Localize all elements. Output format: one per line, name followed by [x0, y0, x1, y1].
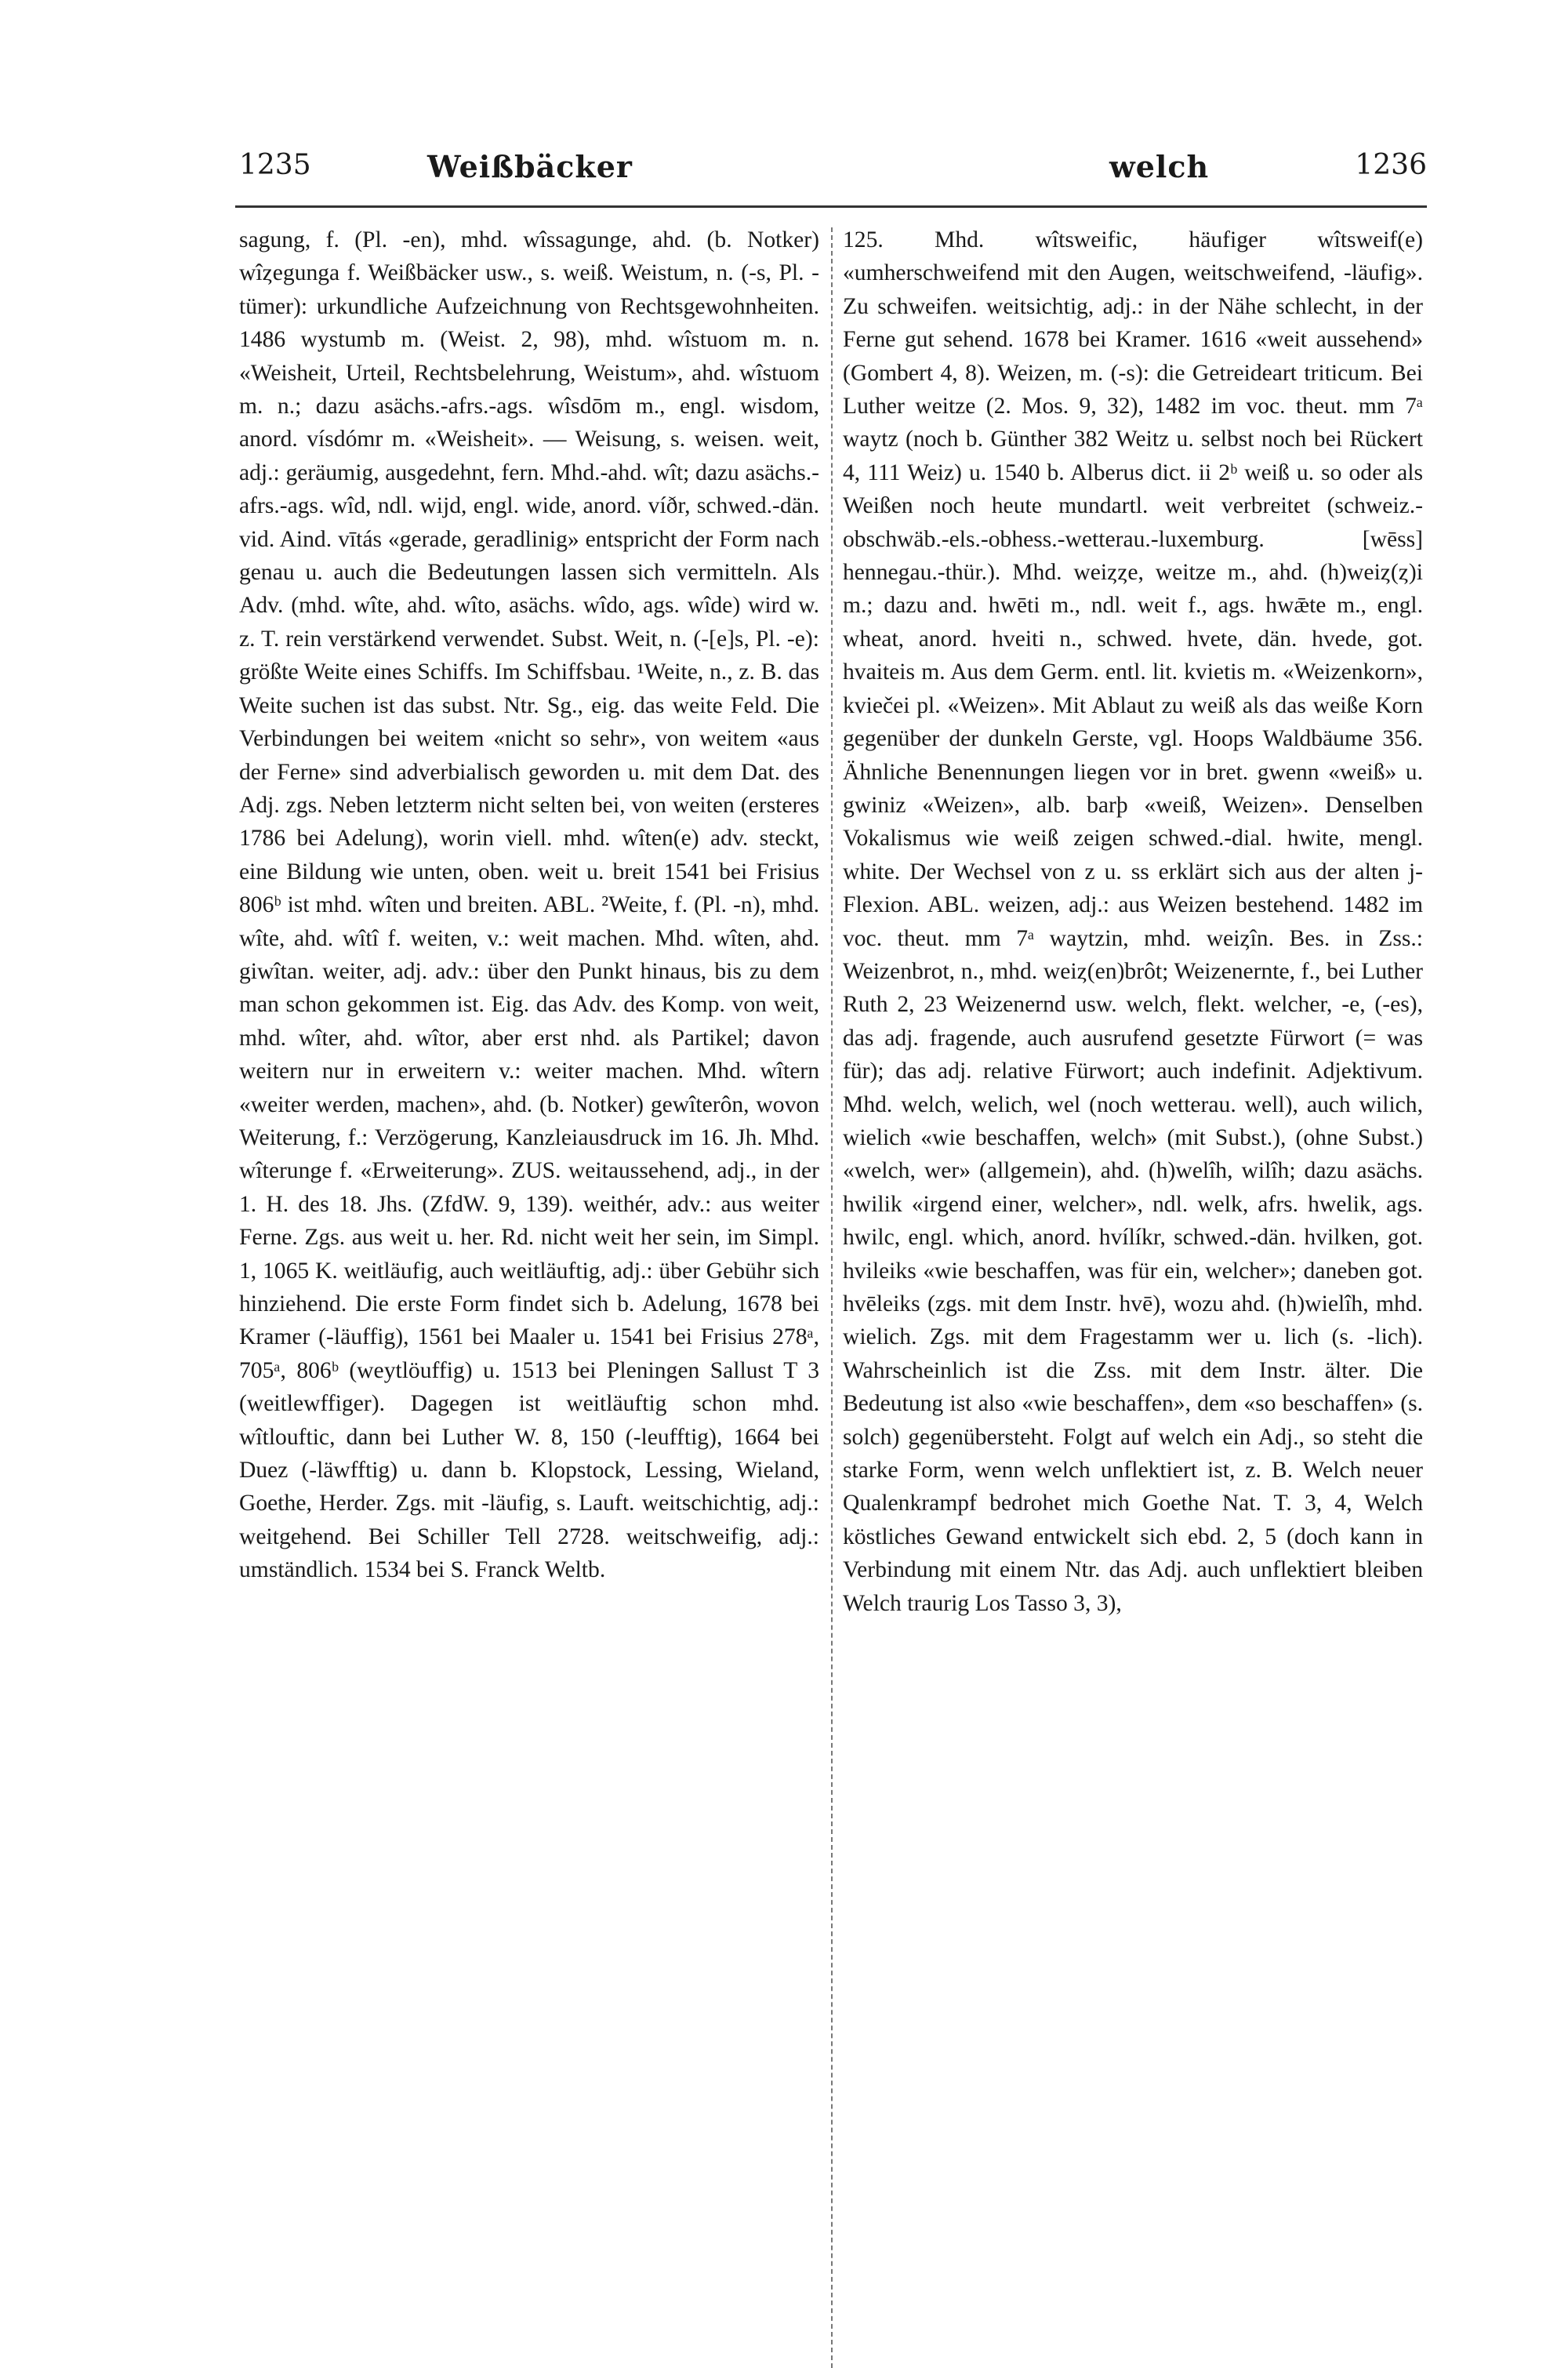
headword-right: welch: [1109, 149, 1210, 184]
column-left-text: sagung, f. (Pl. -en), mhd. wîssagunge, ahd. (b. Notker) wîȥegunga f. Weißbäcker usw., s. weiß. Weistum, n. (-s, Pl. -tümer): urkundliche Aufzeichnung von Rechtsgewohnheiten. 1486 wystumb m. (Weist. 2, 98), mhd. wîstuom m. n. «Weisheit, Urteil, Rechtsbelehrung, Weistum», ahd. wîstuom m. n.; dazu asächs.-afrs.-ags. wîsdōm m., engl. wisdom, anord. vísdómr m. «Weisheit». — Weisung, s. weisen. weit, adj.: geräumig, ausgedehnt, fern. Mhd.-ahd. wît; dazu asächs.-afrs.-ags. wîd, ndl. wijd, engl. wide, anord. víðr, schwed.-dän. vid. Aind. vītás «gerade, geradlinig» entspricht der Form nach genau u. auch die Bedeutungen lassen sich vermitteln. Als Adv. (mhd. wîte, ahd. wîto, asächs. wîdo, ags. wîde) wird w. z. T. rein verstärkend verwendet. Subst. Weit, n. (-[e]s, Pl. -e): größte Weite eines Schiffs. Im Schiffsbau. ¹Weite, n., z. B. das Weite suchen ist das subst. Ntr. Sg., eig. das weite Feld. Die Verbindungen bei weitem «nicht so sehr», von weitem «aus der Ferne» sind adverbialisch geworden u. mit dem Dat. des Adj. zgs. Neben letzterm nicht selten bei, von weiten (ersteres 1786 bei Adelung), worin viell. mhd. wîten(e) adv. steckt, eine Bildung wie unten, oben. weit u. breit 1541 bei Frisius 806ᵇ ist mhd. wîten und breiten. ABL. ²Weite, f. (Pl. -n), mhd. wîte, ahd. wîtî f. weiten, v.: weit machen. Mhd. wîten, ahd. giwîtan. weiter, adj. adv.: über den Punkt hinaus, bis zu dem man schon gekommen ist. Eig. das Adv. des Komp. von weit, mhd. wîter, ahd. wîtor, aber erst nhd. als Partikel; davon weitern nur in erweitern v.: weiter machen. Mhd. wîtern «weiter werden, machen», ahd. (b. Notker) gewîterôn, wovon Weiterung, f.: Verzögerung, Kanzleiausdruck im 16. Jh. Mhd. wîterunge f. «Erweiterung». ZUS. weitaussehend, adj., in der 1. H. des 18. Jhs. (ZfdW. 9, 139). weithér, adv.: aus weiter Ferne. Zgs. aus weit u. her. Rd. nicht weit her sein, im Simpl. 1, 1065 K. weitläufig, auch weitläuftig, adj.: über Gebühr sich hinziehend. Die erste Form findet sich b. Adelung, 1678 bei Kramer (-läuffig), 1561 bei Maaler u. 1541 bei Frisius 278ᵃ, 705ᵃ, 806ᵇ (weytlöuffig) u. 1513 bei Pleningen Sallust T 3 (weitlewffiger). Dagegen ist weitläuftig schon mhd. wîtlouftic, dann bei Luther W. 8, 150 (-leufftig), 1664 bei Duez (-läwfftig) u. dann b. Klopstock, Lessing, Wieland, Goethe, Herder. Zgs. mit -läufig, s. Lauft. weitschichtig, adj.: weitgehend. Bei Schiller Tell 2728. weitschweifig, adj.: umständlich. 1534 bei S. Franck Weltb.: [239, 227, 819, 1583]
page-number-right: 1236: [1355, 149, 1427, 181]
headword-left: Weißbäcker: [427, 149, 633, 184]
column-left: [239, 223, 819, 1587]
column-right: [843, 223, 1423, 1620]
column-divider: [831, 227, 833, 2368]
column-right-text: 125. Mhd. wîtsweific, häufiger wîtsweif(e) «umherschweifend mit den Augen, weitschweifend, -läufig». Zu schweifen. weitsichtig, adj.: in der Nähe schlecht, in der Ferne gut sehend. 1678 bei Kramer. 1616 «weit aussehend» (Gombert 4, 8). Weizen, m. (-s): die Getreideart triticum. Bei Luther weitze (2. Mos. 9, 32), 1482 im voc. theut. mm 7ᵃ waytz (noch b. Günther 382 Weitz u. selbst noch bei Rückert 4, 111 Weiz) u. 1540 b. Alberus dict. ii 2ᵇ weiß u. so oder als Weißen noch heute mundartl. weit verbreitet (schweiz.-obschwäb.-els.-obhess.-wetterau.-luxemburg. [wēss] hennegau.-thür.). Mhd. weiȥȥe, weitze m., ahd. (h)weiȥ(ȥ)i m.; dazu and. hwēti m., ndl. weit f., ags. hwǣte m., engl. wheat, anord. hveiti n., schwed. hvete, dän. hvede, got. hvaiteis m. Aus dem Germ. entl. lit. kvietis m. «Weizenkorn», kviečei pl. «Weizen». Mit Ablaut zu weiß als das weiße Korn gegenüber der dunkeln Gerste, vgl. Hoops Waldbäume 356. Ähnliche Benennungen liegen vor in bret. gwenn «weiß» u. gwiniz «Weizen», alb. barþ «weiß, Weizen». Denselben Vokalismus wie weiß zeigen schwed.-dial. hwite, mengl. white. Der Wechsel von z u. ss erklärt sich aus der alten j-Flexion. ABL. weizen, adj.: aus Weizen bestehend. 1482 im voc. theut. mm 7ᵃ waytzin, mhd. weiȥîn. Bes. in Zss.: Weizenbrot, n., mhd. weiȥ(en)brôt; Weizenernte, f., bei Luther Ruth 2, 23 Weizenernd usw. welch, flekt. welcher, -e, (-es), das adj. fragende, auch ausrufend gesetzte Fürwort (= was für); das adj. relative Fürwort; auch indefinit. Adjektivum. Mhd. welch, welich, wel (noch wetterau. well), auch wilich, wielich «wie beschaffen, welch» (mit Subst.), (ohne Subst.) «welch, wer» (allgemein), ahd. (h)welîh, wilîh; dazu asächs. hwilik «irgend einer, welcher», ndl. welk, afrs. hwelik, ags. hwilc, engl. which, anord. hvílíkr, schwed.-dän. hvilken, got. hvileiks «wie beschaffen, was für ein, welcher»; daneben got. hvēleiks (zgs. mit dem Instr. hvē), wozu ahd. (h)wielîh, mhd. wielich. Zgs. mit dem Fragestamm wer u. lich (s. -lich). Wahrscheinlich ist die Zss. mit dem Instr. älter. Die Bedeutung ist also «wie beschaffen», dem «so beschaffen» (s. solch) gegenübersteht. Folgt auf welch ein Adj., so steht die starke Form, wenn welch unflektiert ist, z. B. Welch neuer Qualenkrampf bedrohet mich Goethe Nat. T. 3, 4, Welch köstliches Gewand entwickelt sich ebd. 2, 5 (doch kann in Verbindung mit einem Ntr. das Adj. auch unflektiert bleiben Welch traurig Los Tasso 3, 3),: [843, 227, 1423, 1616]
header-rule: [235, 205, 1427, 208]
page-number-left: 1235: [239, 149, 311, 181]
running-header: [239, 149, 1427, 196]
